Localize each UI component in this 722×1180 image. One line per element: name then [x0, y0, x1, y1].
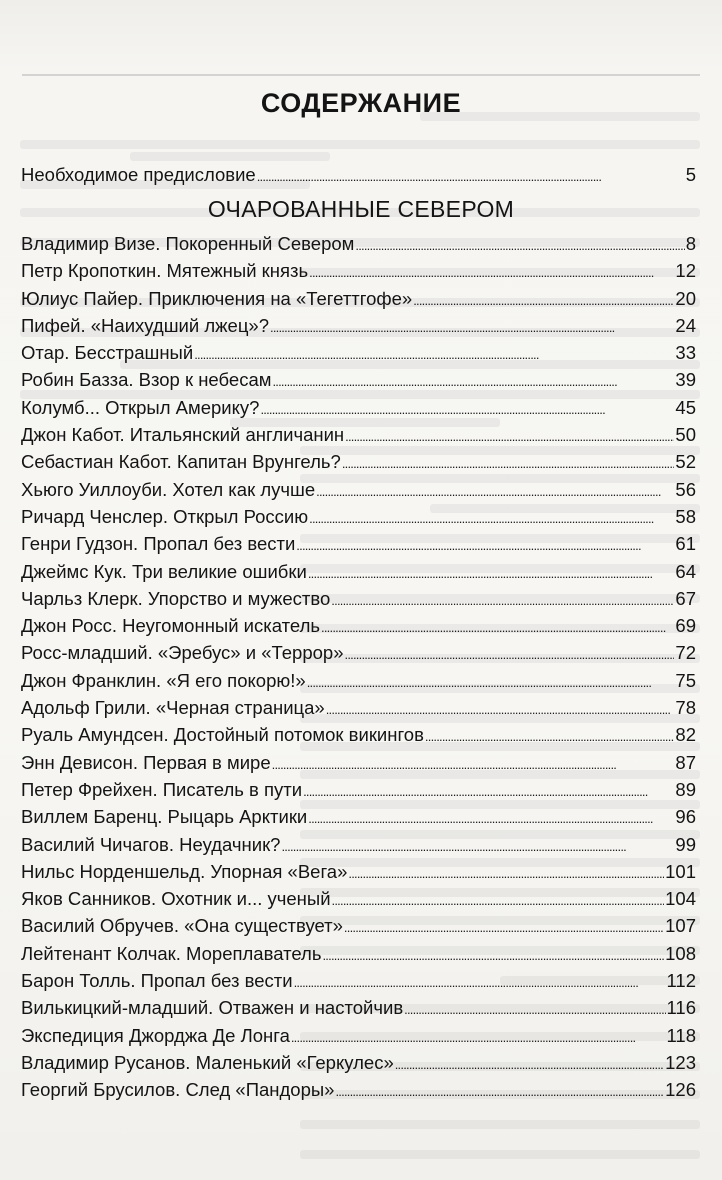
toc-entry-title: Хьюго Уиллоуби. Хотел как лучше	[21, 478, 316, 500]
toc-entry-title: Василий Обручев. «Она существует»	[21, 915, 343, 937]
dot-leader	[326, 696, 675, 723]
toc-entry[interactable]	[21, 1049, 696, 1076]
dot-leader	[322, 942, 664, 969]
toc-entry[interactable]	[21, 530, 696, 557]
dot-leader	[331, 587, 674, 614]
dot-leader	[404, 996, 665, 1023]
toc-entry[interactable]	[21, 667, 696, 694]
toc-entry-page: 96	[675, 806, 696, 828]
toc-entry-page: 56	[675, 478, 696, 500]
toc-entry[interactable]	[21, 285, 696, 312]
toc-entry-page: 39	[675, 369, 696, 391]
toc-entry[interactable]	[21, 967, 696, 994]
show-through-line	[300, 1150, 700, 1159]
toc-entry-title: Петер Фрейхен. Писатель в пути	[21, 778, 303, 800]
toc-entry-title: Владимир Русанов. Маленький «Геркулес»	[21, 1051, 394, 1073]
toc-entry-title: Нильс Норденшельд. Упорная «Вега»	[21, 860, 348, 882]
toc-entry[interactable]	[21, 230, 696, 257]
toc-entry-page: 61	[675, 533, 696, 555]
toc-entry-page: 58	[675, 505, 696, 527]
dot-leader	[395, 1051, 664, 1078]
toc-entry-page: 33	[675, 342, 696, 364]
toc-entry-page: 75	[675, 669, 696, 691]
dot-leader	[303, 778, 674, 805]
toc-entry-title: Виллем Баренц. Рыцарь Арктики	[21, 806, 308, 828]
dot-leader	[307, 669, 675, 696]
toc-entry[interactable]	[21, 476, 696, 503]
toc-entry-title: Джон Росс. Неугомонный искатель	[21, 615, 321, 637]
preface-entry-block	[21, 161, 696, 188]
dot-leader	[332, 887, 665, 914]
toc-entry-page: 87	[675, 751, 696, 773]
toc-entry[interactable]	[21, 339, 696, 366]
toc-entry-title: Отар. Бесстрашный	[21, 342, 194, 364]
toc-entry-title: Георгий Брусилов. След «Пандоры»	[21, 1079, 335, 1101]
dot-leader	[335, 1078, 664, 1105]
toc-entry-title: Юлиус Пайер. Приключения на «Тегеттгофе»	[21, 287, 413, 309]
toc-entry[interactable]	[21, 749, 696, 776]
dot-leader	[342, 450, 675, 477]
toc-entry-page: 12	[675, 260, 696, 282]
toc-entry-title: Экспедиция Джорджа Де Лонга	[21, 1024, 290, 1046]
dot-leader	[281, 833, 674, 860]
dot-leader	[321, 614, 674, 641]
dot-leader	[309, 505, 674, 532]
toc-entry-title: Энн Девисон. Первая в мире	[21, 751, 271, 773]
toc-entry[interactable]	[21, 448, 696, 475]
dot-leader	[425, 723, 675, 750]
dot-leader	[272, 368, 674, 395]
toc-entry-preface[interactable]	[21, 161, 696, 188]
toc-entry-page: 50	[675, 424, 696, 446]
dot-leader	[345, 423, 674, 450]
toc-entry-page: 8	[685, 233, 696, 254]
toc-entry[interactable]	[21, 912, 696, 939]
toc-entry[interactable]	[21, 803, 696, 830]
toc-entry[interactable]	[21, 257, 696, 284]
toc-list	[21, 230, 696, 1104]
dot-leader	[308, 805, 674, 832]
dot-leader	[316, 478, 674, 505]
toc-entry-page: 116	[666, 997, 696, 1019]
show-through-header-rule	[22, 50, 700, 76]
toc-entry-title: Пифей. «Наихудший лжец»?	[21, 314, 269, 336]
dot-leader	[296, 532, 674, 559]
toc-entry[interactable]	[21, 721, 696, 748]
toc-entry[interactable]	[21, 994, 696, 1021]
toc-entry[interactable]	[21, 885, 696, 912]
toc-entry[interactable]	[21, 831, 696, 858]
toc-entry-title: Себастиан Кабот. Капитан Врунгель?	[21, 451, 341, 473]
toc-entry-page: 52	[675, 451, 696, 473]
show-through-line	[20, 140, 700, 149]
toc-entry[interactable]	[21, 940, 696, 967]
toc-entry-page: 69	[675, 615, 696, 637]
toc-entry[interactable]	[21, 585, 696, 612]
toc-entry-page: 126	[665, 1079, 696, 1101]
toc-entry-page: 72	[675, 642, 696, 664]
toc-entry-page: 64	[675, 560, 696, 582]
toc-entry[interactable]	[21, 1022, 696, 1049]
toc-entry-title: Росс-младший. «Эребус» и «Террор»	[21, 642, 344, 664]
toc-entry-page: 45	[675, 396, 696, 418]
toc-entry-title: Необходимое предисловие	[21, 164, 256, 185]
toc-entry[interactable]	[21, 639, 696, 666]
dot-leader	[345, 641, 675, 668]
page-title: СОДЕРЖАНИЕ	[260, 88, 462, 118]
toc-entry-title: Вилькицкий-младший. Отважен и настойчив	[21, 997, 404, 1019]
toc-entry-page: 118	[666, 1024, 696, 1046]
dot-leader	[272, 751, 675, 778]
dot-leader	[294, 969, 666, 996]
toc-entry-page: 20	[675, 287, 696, 309]
toc-entry-title: Барон Толль. Пропал без вести	[21, 970, 293, 992]
toc-entry-title: Джеймс Кук. Три великие ошибки	[21, 560, 307, 582]
toc-entry-page: 123	[665, 1051, 696, 1073]
toc-entry[interactable]	[21, 858, 696, 885]
toc-entry-title: Джон Франклин. «Я его покорю!»	[21, 669, 306, 691]
dot-leader	[309, 259, 674, 286]
toc-entry-title: Василий Чичагов. Неудачник?	[21, 833, 281, 855]
dot-leader	[291, 1024, 666, 1051]
toc-entry[interactable]	[21, 503, 696, 530]
toc-entry-title: Робин Базза. Взор к небесам	[21, 369, 272, 391]
toc-entry-title: Чарльз Клерк. Упорство и мужество	[21, 587, 331, 609]
show-through-line	[300, 1120, 700, 1129]
toc-entry-title: Ричард Ченслер. Открыл Россию	[21, 505, 309, 527]
toc-entry[interactable]	[21, 366, 696, 393]
dot-leader	[308, 560, 675, 587]
toc-entry-page: 101	[665, 860, 696, 882]
toc-entry[interactable]	[21, 394, 696, 421]
dot-leader	[270, 314, 674, 341]
toc-entry-title: Петр Кропоткин. Мятежный князь	[21, 260, 309, 282]
toc-entry-page: 5	[685, 164, 696, 185]
toc-entry[interactable]	[21, 1076, 696, 1103]
toc-entry-page: 99	[675, 833, 696, 855]
dot-leader	[194, 341, 674, 368]
toc-entry-title: Генри Гудзон. Пропал без вести	[21, 533, 296, 555]
section-heading: ОЧАРОВАННЫЕ СЕВЕРОМ	[207, 196, 515, 222]
toc-entry-title: Адольф Грили. «Черная страница»	[21, 697, 325, 719]
toc-entry-page: 112	[666, 970, 696, 992]
dot-leader	[348, 860, 664, 887]
toc-entry[interactable]	[21, 312, 696, 339]
toc-entry[interactable]	[21, 421, 696, 448]
toc-entry-title: Владимир Визе. Покоренный Севером	[21, 233, 355, 254]
toc-entry-page: 107	[665, 915, 696, 937]
toc-entry-page: 78	[675, 697, 696, 719]
dot-leader	[260, 396, 674, 423]
toc-entry-page: 89	[675, 778, 696, 800]
toc-entry-title: Яков Санников. Охотник и... ученый	[21, 888, 331, 910]
toc-entry-page: 108	[665, 942, 696, 964]
toc-entry-title: Джон Кабот. Итальянский англичанин	[21, 424, 345, 446]
toc-entry-page: 104	[665, 888, 696, 910]
toc-entry[interactable]	[21, 776, 696, 803]
dot-leader	[344, 914, 664, 941]
toc-entry[interactable]	[21, 694, 696, 721]
show-through-line	[130, 152, 330, 161]
toc-entry-page: 67	[675, 587, 696, 609]
toc-entry-title: Лейтенант Колчак. Мореплаватель	[21, 942, 322, 964]
dot-leader	[413, 287, 674, 314]
toc-entry-title: Колумб... Открыл Америку?	[21, 396, 260, 418]
toc-entry[interactable]	[21, 558, 696, 585]
toc-entry-title: Руаль Амундсен. Достойный потомок викингов	[21, 724, 424, 746]
dot-leader	[355, 232, 684, 259]
toc-entry-page: 82	[675, 724, 696, 746]
toc-entry-page: 24	[675, 314, 696, 336]
dot-leader	[257, 163, 685, 190]
toc-entry[interactable]	[21, 612, 696, 639]
